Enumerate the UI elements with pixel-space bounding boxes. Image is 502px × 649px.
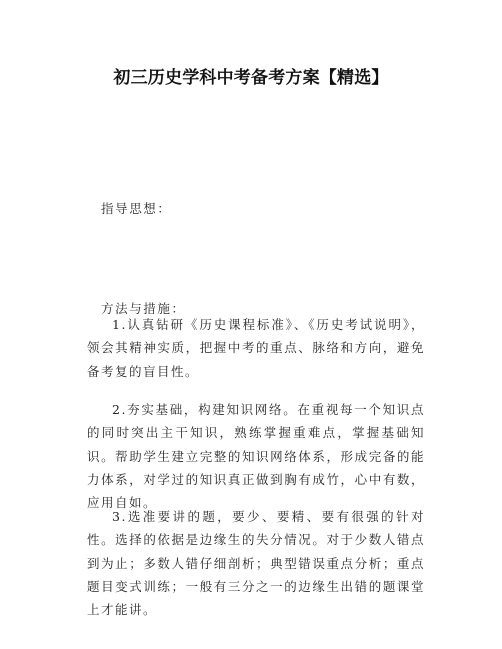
paragraph-1: 1.认真钻研《历史课程标准》、《历史考试说明》，领会其精神实质，把握中考的重点、脉络和方向，避免备考复的盲目性。 xyxy=(87,317,425,379)
guide-heading: 指导思想： xyxy=(101,201,172,216)
paragraph-3: 3.选准要讲的题，要少、要精、要有很强的针对性。选择的依据是边缘生的失分情况。对于少数人错点到为止；多数人错仔细剖析；典型错误重点分析；重点题目变式训练；一般有三分之一的边缘生出错的题课堂上才能讲。 xyxy=(87,509,425,618)
paragraph-2: 2.夯实基础，构建知识网络。在重视每一个知识点的同时突出主干知识，熟练掌握重难点，掌握基础知识。帮助学生建立完整的知识网络体系，形成完备的能力体系，对学过的知识真正做到胸有成竹，心中有数，应用自如。 xyxy=(87,402,425,511)
document-title: 初三历史学科中考备考方案【精选】 xyxy=(113,68,389,88)
method-heading: 方法与措施： xyxy=(101,301,186,316)
